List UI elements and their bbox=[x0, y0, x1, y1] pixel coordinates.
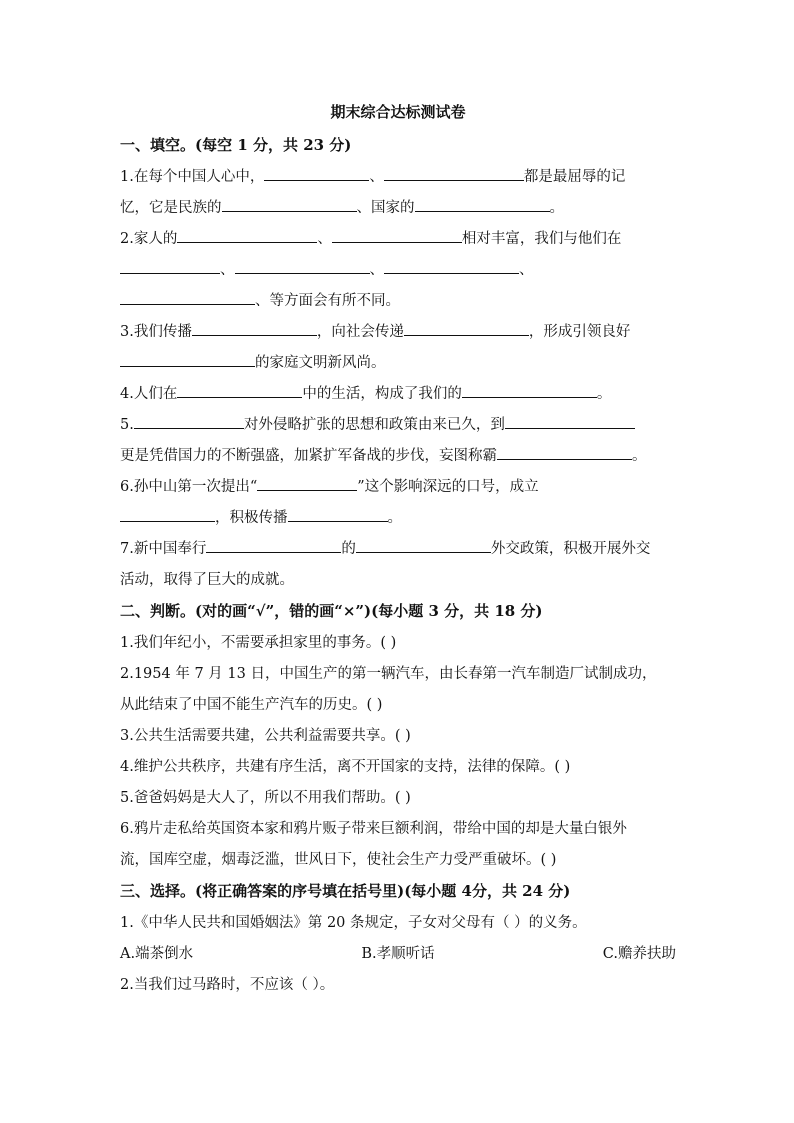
fill-q3-text: ，向社会传递 bbox=[316, 324, 404, 340]
fill-q6-text: ，积极传播 bbox=[215, 510, 288, 526]
section-fill-blank-heading: 一、填空。(每空 1 分，共 23 分) bbox=[120, 136, 352, 154]
fill-q6-line1 bbox=[120, 472, 676, 503]
fill-q2-text: 、等方面会有所不同。 bbox=[255, 293, 400, 309]
judgment-line: 1.我们年纪小，不需要承担家里的事务。( ) bbox=[120, 635, 397, 651]
fill-q7-text: 7.新中国奉行 bbox=[120, 541, 207, 557]
section-choice-heading: 三、选择。(将正确答案的序号填在括号里)(每小题 4分，共 24 分) bbox=[120, 882, 571, 900]
fill-q3-text: ，形成引领良好 bbox=[528, 324, 631, 340]
fill-q2-text: 、 bbox=[220, 262, 235, 278]
fill-q1-text: 忆，它是民族的 bbox=[120, 200, 222, 216]
fill-q1-text: 1.在每个中国人心中， bbox=[120, 169, 265, 185]
answer-blank[interactable] bbox=[120, 348, 255, 367]
fill-q2-text: 2.家人的 bbox=[120, 231, 178, 247]
answer-blank[interactable] bbox=[505, 410, 635, 429]
judgment-line: 3.公共生活需要共建，公共利益需要共享。( ) bbox=[120, 728, 411, 744]
page-title: 期末综合达标测试卷 bbox=[330, 103, 466, 121]
answer-blank[interactable] bbox=[288, 503, 388, 522]
judgment-line: 2.1954 年 7 月 13 日，中国生产的第一辆汽车，由长春第一汽车制造厂试制成功， bbox=[120, 666, 657, 682]
choice-q2-stem: 2.当我们过马路时，不应该（ ）。 bbox=[120, 977, 335, 993]
fill-q3-line1 bbox=[120, 317, 676, 348]
fill-q1-line2 bbox=[120, 193, 676, 224]
answer-blank[interactable] bbox=[384, 255, 519, 274]
fill-q3-text: 的家庭文明新风尚。 bbox=[255, 355, 386, 371]
fill-q1-text: 都是最屈辱的记 bbox=[523, 169, 626, 185]
fill-q6-text: 6.孙中山第一次提出“ bbox=[120, 479, 258, 495]
answer-blank[interactable] bbox=[235, 255, 370, 274]
fill-q3-text: 3.我们传播 bbox=[120, 324, 192, 340]
fill-q2-text: 、 bbox=[317, 231, 332, 247]
answer-blank[interactable] bbox=[332, 224, 462, 243]
fill-q5-text: 更是凭借国力的不断强盛，加紧扩军备战的步伐，妄图称霸 bbox=[120, 448, 497, 464]
exam-page bbox=[120, 100, 676, 1001]
choice-option-b[interactable]: B.孝顺听话 bbox=[361, 946, 435, 962]
fill-q4-text: 中的生活，构成了我们的 bbox=[302, 386, 462, 402]
fill-q6-line2 bbox=[120, 503, 676, 534]
answer-blank[interactable] bbox=[177, 379, 302, 398]
fill-q2-line3 bbox=[120, 286, 676, 317]
answer-blank[interactable] bbox=[462, 379, 597, 398]
fill-q1-text: 、 bbox=[369, 169, 384, 185]
fill-q7-line2 bbox=[120, 565, 676, 596]
answer-blank[interactable] bbox=[257, 472, 357, 491]
fill-q4-text: 4.人们在 bbox=[120, 386, 178, 402]
fill-q7-text: 外交政策，积极开展外交 bbox=[490, 541, 651, 557]
fill-q5-text: 。 bbox=[632, 448, 647, 464]
choice-q1-stem: 1.《中华人民共和国婚姻法》第 20 条规定，子女对父母有（ ）的义务。 bbox=[120, 915, 587, 931]
fill-q1-text: 、国家的 bbox=[356, 200, 415, 216]
judgment-line: 5.爸爸妈妈是大人了，所以不用我们帮助。( ) bbox=[120, 790, 411, 806]
fill-q5-line2 bbox=[120, 441, 676, 472]
answer-blank[interactable] bbox=[120, 255, 220, 274]
choice-option-c[interactable]: C.赡养扶助 bbox=[602, 946, 676, 962]
answer-blank[interactable] bbox=[384, 162, 524, 181]
fill-q6-text: 。 bbox=[387, 510, 402, 526]
fill-q7-line1 bbox=[120, 534, 676, 565]
choice-option-a[interactable]: A.端茶倒水 bbox=[120, 946, 194, 962]
answer-blank[interactable] bbox=[206, 534, 341, 553]
judgment-line: 4.维护公共秩序，共建有序生活，离不开国家的支持，法律的保障。( ) bbox=[120, 759, 571, 775]
fill-q5-line1 bbox=[120, 410, 676, 441]
fill-q3-line2 bbox=[120, 348, 676, 379]
fill-q4-text: 。 bbox=[596, 386, 612, 402]
fill-q2-line1 bbox=[120, 224, 676, 255]
answer-blank[interactable] bbox=[222, 193, 357, 212]
fill-q6-text: ”这个影响深远的口号，成立 bbox=[357, 479, 539, 495]
fill-q5-text: 对外侵略扩张的思想和政策由来已久，到 bbox=[243, 417, 505, 433]
answer-blank[interactable] bbox=[356, 534, 491, 553]
answer-blank[interactable] bbox=[177, 224, 317, 243]
judgment-line: 从此结束了中国不能生产汽车的历史。( ) bbox=[120, 697, 383, 713]
answer-blank[interactable] bbox=[120, 286, 255, 305]
fill-q5-text: 5. bbox=[120, 417, 134, 433]
fill-q1-text: 。 bbox=[549, 200, 564, 216]
answer-blank[interactable] bbox=[264, 162, 369, 181]
section-judgment-heading: 二、判断。(对的画“√”，错的画“×”)(每小题 3 分，共 18 分) bbox=[120, 602, 543, 620]
fill-q1-line1 bbox=[120, 162, 676, 193]
fill-q7-text: 的 bbox=[341, 541, 356, 557]
fill-q2-text: 、 bbox=[369, 262, 384, 278]
fill-q2-text: 相对丰富，我们与他们在 bbox=[461, 231, 622, 247]
answer-blank[interactable] bbox=[497, 441, 632, 460]
judgment-line: 流，国库空虚，烟毒泛滥，世风日下，使社会生产力受严重破坏。( ) bbox=[120, 852, 557, 868]
fill-q4-line bbox=[120, 379, 676, 410]
fill-q2-line2 bbox=[120, 255, 676, 286]
answer-blank[interactable] bbox=[415, 193, 550, 212]
fill-q2-text: 、 bbox=[519, 262, 534, 278]
answer-blank[interactable] bbox=[120, 503, 215, 522]
answer-blank[interactable] bbox=[134, 410, 244, 429]
judgment-line: 6.鸦片走私给英国资本家和鸦片贩子带来巨额利润，带给中国的却是大量白银外 bbox=[120, 821, 627, 837]
choice-q1-options bbox=[120, 939, 676, 970]
fill-q7-text: 活动，取得了巨大的成就。 bbox=[120, 572, 294, 588]
answer-blank[interactable] bbox=[192, 317, 317, 336]
answer-blank[interactable] bbox=[404, 317, 529, 336]
